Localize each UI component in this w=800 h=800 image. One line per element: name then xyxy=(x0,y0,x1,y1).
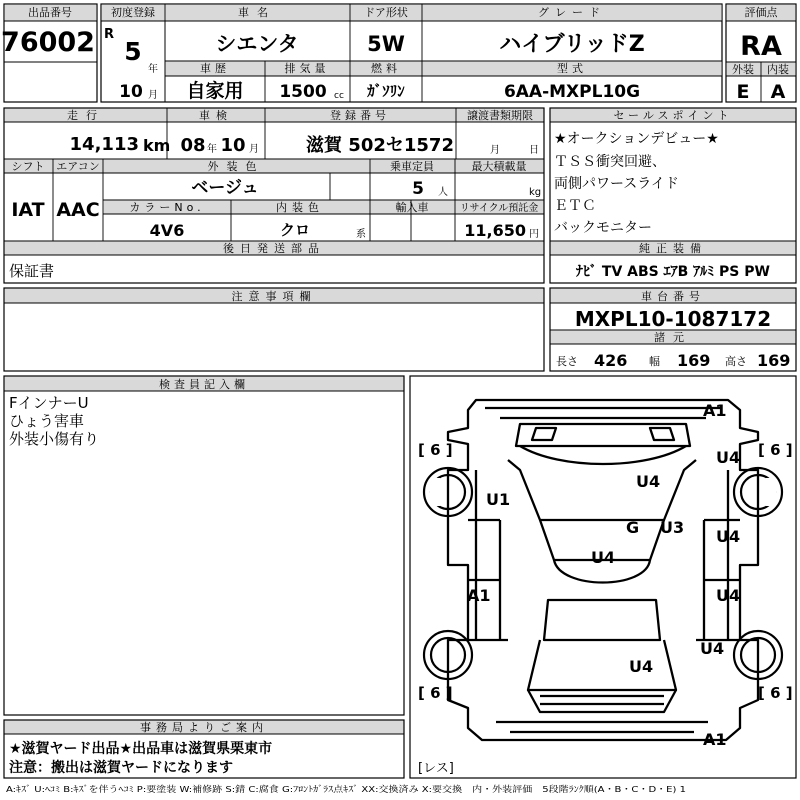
mileage-value: 14,113 xyxy=(69,134,139,155)
lot-number: 76002 xyxy=(1,27,95,58)
history-label: 車歴 xyxy=(200,62,230,75)
damage-mark: U4 xyxy=(636,472,661,491)
later-parts-label: 後日発送部品 xyxy=(223,242,325,255)
height-label: 高さ xyxy=(725,355,747,368)
capacity-value: 5 xyxy=(412,179,424,199)
capacity-unit: 人 xyxy=(438,187,448,198)
grade-value: ハイブリッドZ xyxy=(499,32,645,57)
registration-month: 10 xyxy=(119,82,143,102)
shift-value: IAT xyxy=(11,199,45,221)
transfer-label: 譲渡書類期限 xyxy=(467,109,533,122)
length-value: 426 xyxy=(594,351,628,370)
sales-point-line: ★オークションデビュー★ xyxy=(554,131,719,147)
inspection-year-unit: 年 xyxy=(207,144,217,155)
registration-year: 5 xyxy=(124,37,142,66)
history-value: 自家用 xyxy=(186,80,244,102)
inspection-label: 車検 xyxy=(199,109,233,122)
car-outline xyxy=(448,400,758,740)
damage-mark: U4 xyxy=(591,548,616,567)
transfer-month-unit: 月 xyxy=(490,145,500,156)
width-label: 幅 xyxy=(649,355,660,368)
spare-tire-note: [レス] xyxy=(418,761,454,776)
fuel-value: ｶﾞｿﾘﾝ xyxy=(367,82,405,100)
int-color-value: クロ xyxy=(279,221,311,239)
plate-label: 登録番号 xyxy=(330,109,390,122)
height-value: 169 xyxy=(757,351,791,370)
width-value: 169 xyxy=(677,351,711,370)
recycle-unit: 円 xyxy=(529,229,539,240)
exterior-score: E xyxy=(736,81,750,103)
damage-mark: U4 xyxy=(716,527,741,546)
car-name: シエンタ xyxy=(215,32,299,56)
notes-label: 注意事項欄 xyxy=(231,290,317,303)
legend: A:ｷｽﾞ U:ﾍｺﾐ B:ｷｽﾞを伴うﾍｺﾐ P:要塗装 W:補修跡 S:錆 C:腐食 G:ﾌﾛﾝﾄｶﾞﾗｽ点ｷｽﾞ XX:交換済み X:要交換 内・外装評価 5段階ﾗﾝｸ順(A・B・C・D・E) 1 xyxy=(6,784,686,794)
recycle-label: リサイクル預託金 xyxy=(459,203,539,214)
inspection-month: 10 xyxy=(220,135,246,156)
interior-score: A xyxy=(770,81,786,103)
damage-mark: U4 xyxy=(716,586,741,605)
office-line: 注意：搬出は滋賀ヤードになります xyxy=(9,760,233,776)
grade-label: グレード xyxy=(538,6,606,19)
registration-era: R xyxy=(104,27,115,42)
load-label: 最大積載量 xyxy=(471,160,527,173)
inspection-year: 08 xyxy=(180,135,206,156)
load-unit: kg xyxy=(529,187,542,198)
mileage-unit: km xyxy=(143,136,171,155)
chassis-label: 車台番号 xyxy=(641,290,705,303)
plate-value: 滋賀 502セ1572 xyxy=(306,135,454,156)
tire-tread-front-left: [ 6 ] xyxy=(418,441,453,459)
sales-point-line: ＥＴＣ xyxy=(554,198,596,214)
registration-label: 初度登録 xyxy=(111,6,155,19)
damage-mark: A1 xyxy=(703,730,727,749)
tire-tread-front-right: [ 6 ] xyxy=(758,441,793,459)
registration-month-unit: 月 xyxy=(148,90,158,101)
lot-label: 出品番号 xyxy=(28,6,72,19)
door-label: ドア形状 xyxy=(364,6,408,19)
tire-tread-rear-left: [ 6 ] xyxy=(418,684,453,702)
int-color-suffix: 系 xyxy=(356,229,366,240)
damage-mark: U4 xyxy=(700,639,725,658)
office-label: 事務局よりご案内 xyxy=(140,721,268,734)
equipment-label: 純正装備 xyxy=(639,242,707,255)
interior-label: 内装 xyxy=(767,63,789,76)
recycle-value: 11,650 xyxy=(464,221,526,240)
aircon-label: エアコン xyxy=(56,160,100,173)
ext-color-label: 外装色 xyxy=(207,160,265,173)
dimensions-label: 諸元 xyxy=(654,331,692,344)
tire-tread-rear-right: [ 6 ] xyxy=(758,684,793,702)
color-no-value: 4V6 xyxy=(149,221,185,240)
model-label: 型式 xyxy=(557,62,587,75)
model-value: 6AA-MXPL10G xyxy=(503,82,641,102)
aircon-value: AAC xyxy=(56,199,100,221)
displacement-value: 1500 xyxy=(279,82,327,102)
office-line: ★滋賀ヤード出品★出品車は滋賀県栗東市 xyxy=(9,741,273,757)
damage-mark: U1 xyxy=(486,490,511,509)
inspector-note: ひょう害車 xyxy=(9,412,85,430)
equipment-value: ﾅﾋﾞ TV ABS ｴｱB ｱﾙﾐ PS PW xyxy=(576,264,770,280)
door-type: 5W xyxy=(367,32,405,56)
registration-year-unit: 年 xyxy=(148,64,158,75)
ext-color-value: ベージュ xyxy=(191,178,259,198)
import-label: 輸入車 xyxy=(395,201,429,214)
score-value: RA xyxy=(740,31,782,62)
color-no-label: カラーNo. xyxy=(129,201,205,214)
later-parts-value: 保証書 xyxy=(9,262,55,280)
sales-point-line: 両側パワースライド xyxy=(554,176,679,192)
exterior-label: 外装 xyxy=(732,63,754,76)
sales-points-label: セールスポイント xyxy=(613,109,733,122)
mileage-label: 走行 xyxy=(67,109,105,122)
damage-mark: U4 xyxy=(716,448,741,467)
damage-mark: G xyxy=(626,518,640,537)
sales-point-line: ＴＳＳ衝突回避、 xyxy=(554,154,666,170)
sales-point-line: バックモニター xyxy=(554,220,652,236)
displacement-unit: cc xyxy=(334,91,344,101)
capacity-label: 乗車定員 xyxy=(390,160,434,173)
fuel-label: 燃料 xyxy=(371,62,401,75)
displacement-label: 排気量 xyxy=(284,62,330,75)
int-color-label: 内装色 xyxy=(276,201,324,214)
score-label: 評価点 xyxy=(744,6,778,19)
inspection-month-unit: 月 xyxy=(249,144,259,155)
damage-mark: U3 xyxy=(660,518,685,537)
damage-mark: U4 xyxy=(629,657,654,676)
chassis-number: MXPL10-1087172 xyxy=(574,307,772,331)
car-name-label: 車名 xyxy=(238,6,276,19)
damage-mark: A1 xyxy=(467,586,491,605)
inspector-note: FインナーU xyxy=(9,394,89,412)
inspector-note: 外装小傷有り xyxy=(9,430,100,448)
length-label: 長さ xyxy=(556,355,578,368)
inspector-label: 検査員記入欄 xyxy=(159,378,249,391)
shift-label: シフト xyxy=(11,160,45,173)
damage-mark: A1 xyxy=(703,401,727,420)
transfer-day-unit: 日 xyxy=(529,145,539,156)
